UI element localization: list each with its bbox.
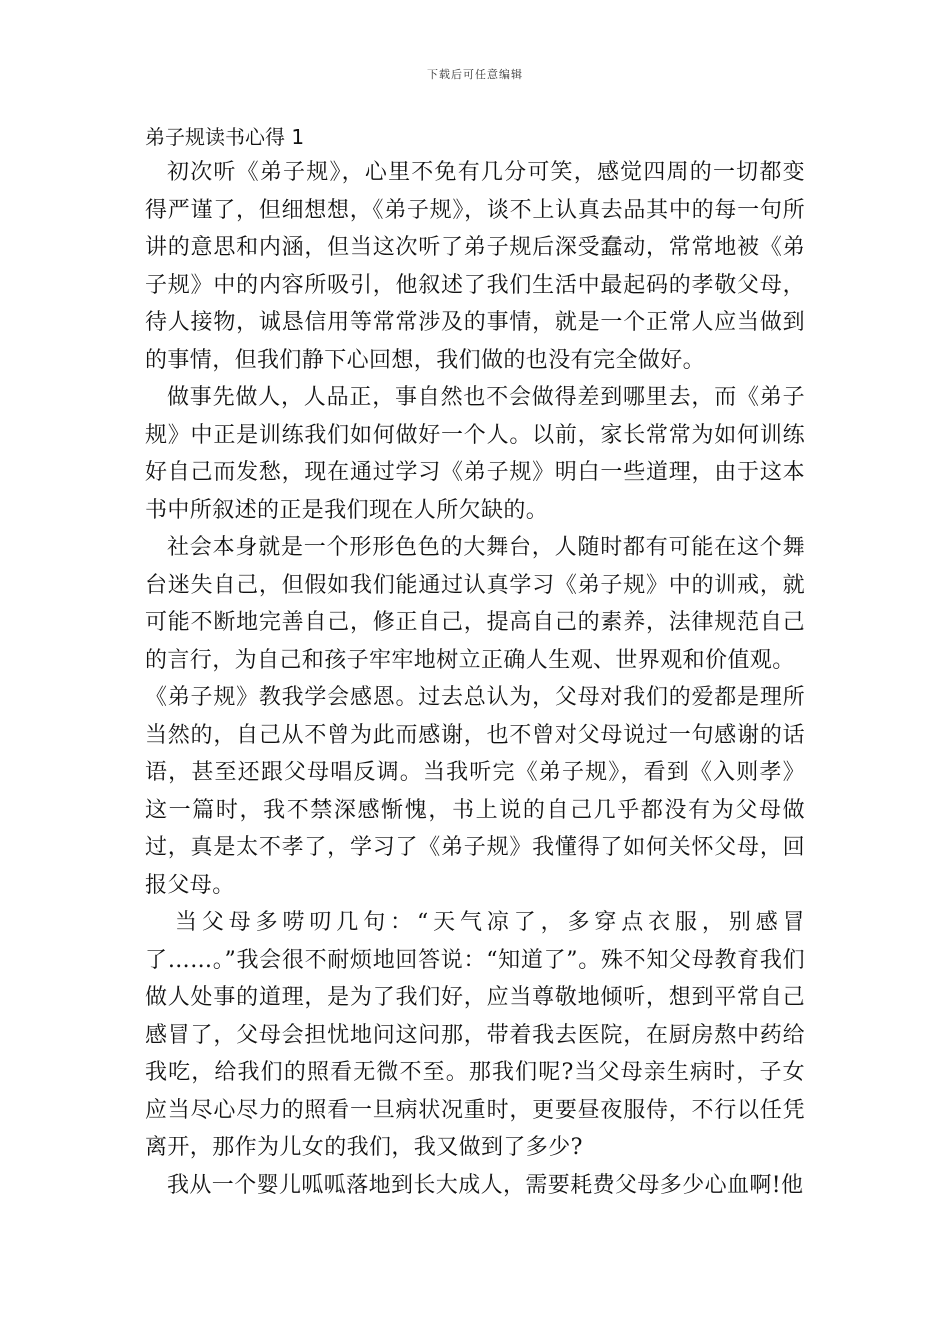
paragraph: 《弟子规》教我学会感恩。过去总认为，父母对我们的爱都是理所当然的，自己从不曾为此而感谢，也不曾对父母说过一句感谢的话语，甚至还跟父母唱反调。当我听完《弟子规》，看到《入则孝》这一篇时，我不禁深感惭愧，书上说的自己几乎都没有为父母做过，真是太不孝了，学习了《弟子规》我懂得了如何关怀父母，回报父母。 <box>145 685 805 898</box>
paragraph: 初次听《弟子规》，心里不免有几分可笑，感觉四周的一切都变得严谨了，但细想想，《弟子规》，谈不上认真去品其中的每一句所讲的意思和内涵，但当这次听了弟子规后深受蠢动，常常地被《弟子规》中的内容所吸引，他叙述了我们生活中最起码的孝敬父母，待人接物，诚恳信用等常常涉及的事情，就是一个正常人应当做到的事情，但我们静下心回想，我们做的也没有完全做好。 <box>145 160 805 373</box>
paragraph: 我从一个婴儿呱呱落地到长大成人，需要耗费父母多少心血啊!他 <box>167 1172 804 1198</box>
document-body <box>145 154 805 1204</box>
paragraph: 做事先做人，人品正，事自然也不会做得差到哪里去，而《弟子规》中正是训练我们如何做好一个人。以前，家长常常为如何训练好自己而发愁，现在通过学习《弟子规》明白一些道理，由于这本书中所叙述的正是我们现在人所欠缺的。 <box>145 385 805 523</box>
document-title: 弟子规读书心得 1 <box>145 125 305 149</box>
paragraph: 当父母多唠叨几句：“天气凉了，多穿点衣服，别感冒了……。”我会很不耐烦地回答说：“知道了”。殊不知父母教育我们做人处事的道理，是为了我们好，应当尊敬地倾听，想到平常自己感冒了，父母会担忧地问这问那，带着我去医院，在厨房熬中药给我吃，给我们的照看无微不至。那我们呢?当父母亲生病时，子女应当尽心尽力的照看一旦病状况重时，更要昼夜服侍，不行以任凭离开，那作为儿女的我们，我又做到了多少? <box>145 910 805 1160</box>
page-header: 下载后可任意编辑 <box>427 68 523 81</box>
paragraph: 社会本身就是一个形形色色的大舞台，人随时都有可能在这个舞台迷失自己，但假如我们能通过认真学习《弟子规》中的训戒，就可能不断地完善自己，修正自己，提高自己的素养，法律规范自己的言行，为自己和孩子牢牢地树立正确人生观、世界观和价值观。 <box>145 535 805 673</box>
